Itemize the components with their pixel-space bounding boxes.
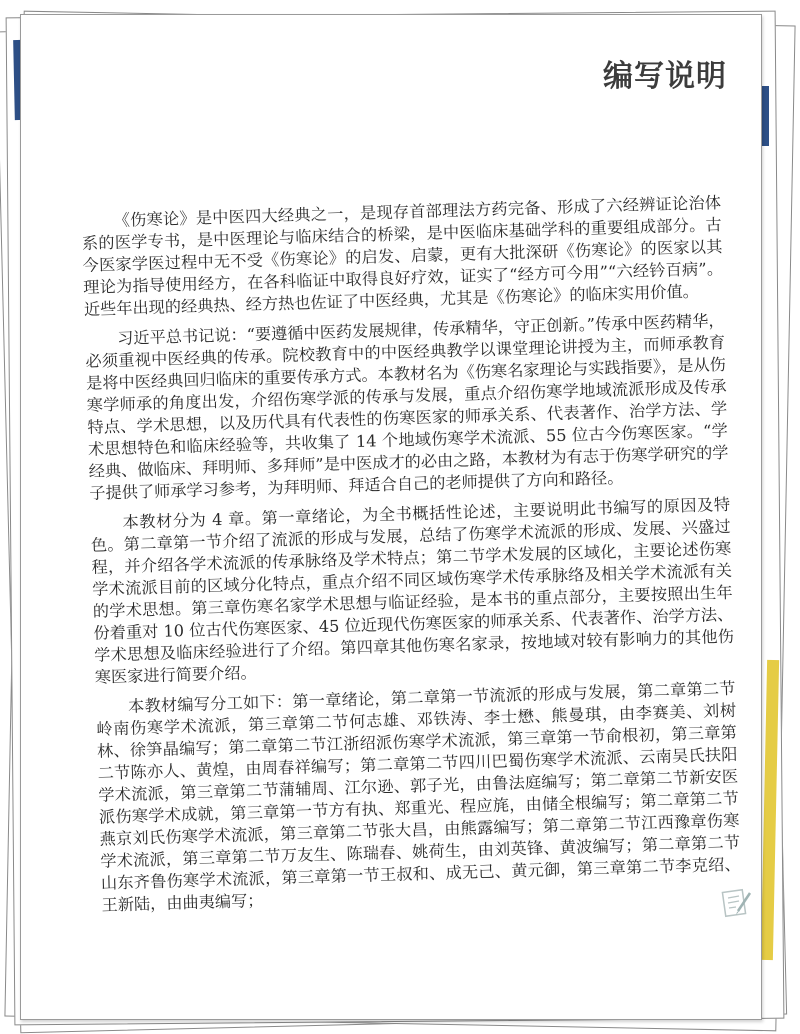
paragraph-authors: 本教材编写分工如下：第一章绪论，第二章第一节流派的形成与发展，第二章第二节岭南伤寒学术流派，第三章第二节何志雄、邓铁涛、李士懋、熊曼琪，由李赛美、刘树林、徐笋晶编写；第二章第二节江浙绍派伤寒学术流派，第三章第一节俞根初，第三章第二节陈亦人、黄煌，由周春祥编写；第二章第二节四川巴蜀伤寒学术流派、云南吴氏扶阳学术流派，第三章第二节蒲辅周、江尔逊、郭子光，由鲁法庭编写；第二章第二节新安医派伤寒学术成就，第三章第一节方有执、郑重光、程应旄，由储全根编写；第二章第二节燕京刘氏伤寒学术流派，第三章第二节张大昌，由熊露编写；第二章第二节江西豫章伤寒学术流派，第三章第二节万友生、陈瑞春、姚荷生，由刘英锋、黄波编写；第二章第二节山东齐鲁伤寒学术流派，第三章第一节王叔和、成无己、黄元御，第三章第二节李克绍、王新陆，由曲夷编写；: [96, 678, 741, 915]
cover-edge-right: [762, 86, 769, 146]
body-text: [81, 192, 742, 925]
page-title: 编写说明: [603, 59, 727, 94]
document-edit-icon: [721, 885, 753, 919]
document-page: [20, 14, 762, 1020]
paragraph-intro: 《伤寒论》是中医四大经典之一，是现存首部理法方药完备、形成了六经辨证论治体系的医学专书，是中医理论与临床结合的桥梁，是中医临床基础学科的重要组成部分。古今医家学医过程中无不受《伤寒论》的启发、启蒙，更有大批深研《伤寒论》的医家以其理论为指导使用经方，在各科临证中取得良好疗效，证实了“经方可今用”“六经钤百病”。近些年出现的经典热、经方热也佐证了中医经典，尤其是《伤寒论》的临床实用价值。: [81, 193, 724, 319]
paragraph-structure: 本教材分为 4 章。第一章绪论，为全书概括性论述，主要说明此书编写的原因及特色。第二章第一节介绍了流派的形成与发展，总结了伤寒学术流派的形成、发展、兴盛过程，并介绍各学术流派的传承脉络及学术特点；第二节学术发展的区域化，主要论述伤寒学术流派目前的区域分化特点，重点介绍不同区域伤寒学术传承脉络及相关学术流派有关的学术思想。第三章伤寒名家学术思想与临证经验，是本书的重点部分，主要按照出生年份着重对 10 位古代伤寒医家、45 位近现代伤寒医家的师承关系、代表著作、治学方法、学术思想及临床经验进行了介绍。第四章其他伤寒名家录，按地域对较有影响力的其他伤寒医家进行简要介绍。: [90, 494, 735, 687]
paragraph-inheritance: 习近平总书记说：“要遵循中医药发展规律，传承精华，守正创新。”传承中医药精华，必须重视中医经典的传承。院校教育中的中医经典教学以课堂理论讲授为主，而师承教育是将中医经典回归临床的重要传承方式。本教材名为《伤寒名家理论与实践指要》，是从伤寒学师承的角度出发，介绍伤寒学派的传承与发展，重点介绍伤寒学地域流派形成及传承特点、学术思想，以及历代具有代表性的伤寒医家的师承关系、代表著作、治学方法、学术思想特色和临床经验等，共收集了 14 个地域伤寒学术流派、55 位古今伤寒医家。“学经典、做临床、拜明师、多拜师”是中医成才的必由之路，本教材为有志于伤寒学研究的学子提供了师承学习参考，为拜明师、拜适合自己的老师提供了方向和路径。: [85, 310, 729, 503]
